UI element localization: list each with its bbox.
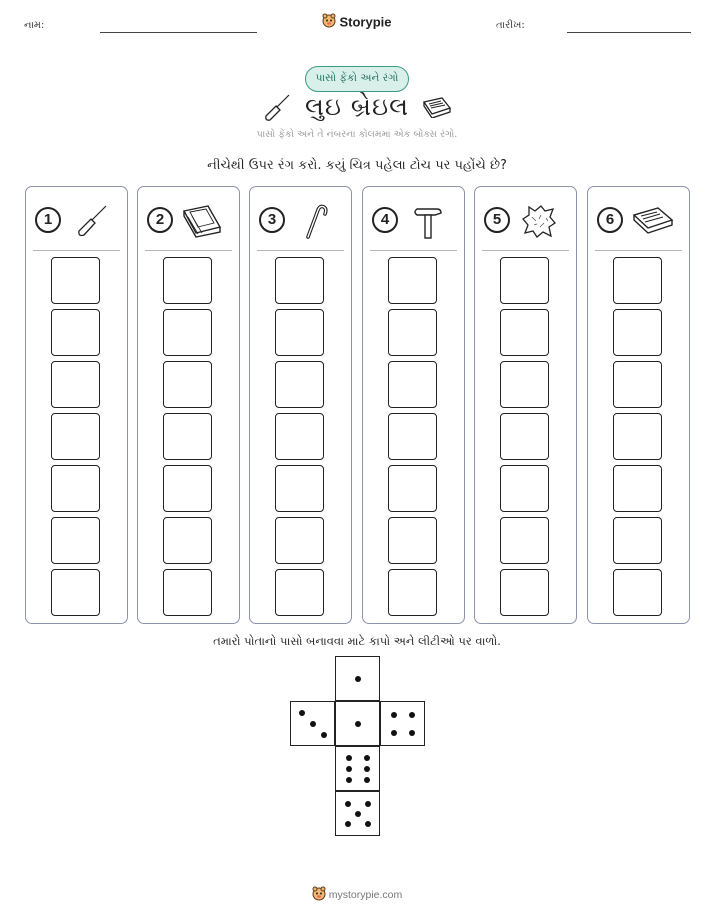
column-header: [588, 199, 689, 239]
color-box[interactable]: [500, 413, 549, 460]
color-box[interactable]: [51, 517, 100, 564]
column-6: [587, 186, 690, 624]
column-divider: [145, 250, 232, 251]
column-divider: [370, 250, 457, 251]
die-pip: [355, 676, 361, 682]
die-face-4: [380, 701, 425, 746]
die-pip: [364, 755, 370, 761]
column-4: [362, 186, 465, 624]
column-5: [474, 186, 577, 624]
column-number: 5: [484, 207, 510, 233]
column-number: 3: [259, 207, 285, 233]
color-box[interactable]: [275, 517, 324, 564]
color-box[interactable]: [500, 517, 549, 564]
die-pip: [355, 721, 361, 727]
color-box[interactable]: [51, 413, 100, 460]
color-box[interactable]: [388, 465, 437, 512]
column-divider: [595, 250, 682, 251]
name-label: નામ:: [24, 20, 45, 31]
color-box[interactable]: [613, 309, 662, 356]
column-number: 4: [372, 207, 398, 233]
color-box[interactable]: [163, 257, 212, 304]
die-face-1: [335, 656, 380, 701]
color-box[interactable]: [388, 517, 437, 564]
column-header: [250, 199, 351, 239]
color-box[interactable]: [388, 413, 437, 460]
die-face-6: [335, 746, 380, 791]
column-number: 2: [147, 207, 173, 233]
color-box[interactable]: [388, 257, 437, 304]
brand-name: Storypie: [339, 14, 392, 30]
color-box[interactable]: [500, 361, 549, 408]
footer: [0, 886, 714, 904]
column-2: [137, 186, 240, 624]
die-pip: [365, 821, 371, 827]
color-box[interactable]: [613, 361, 662, 408]
die-pip: [409, 712, 415, 718]
storypie-mascot-icon: [312, 886, 326, 904]
color-box[interactable]: [51, 257, 100, 304]
column-header: [475, 199, 576, 239]
color-box[interactable]: [275, 569, 324, 616]
column-number: 1: [35, 207, 61, 233]
column-number: 6: [597, 207, 623, 233]
color-box[interactable]: [500, 257, 549, 304]
die-face-3: [290, 701, 335, 746]
color-box[interactable]: [163, 465, 212, 512]
color-box[interactable]: [275, 361, 324, 408]
book-icon: [180, 203, 226, 239]
die-pip: [346, 777, 352, 783]
die-face-center-1: [335, 701, 380, 746]
column-divider: [482, 250, 569, 251]
leather-hide-icon: [517, 203, 563, 239]
die-pip: [391, 712, 397, 718]
die-pip: [310, 721, 316, 727]
column-header: [138, 199, 239, 239]
braille-slate-icon: [420, 96, 452, 122]
storypie-mascot-icon: [322, 13, 336, 31]
cut-instructions: તમારો પોતાનો પાસો બનાવવા માટે કાપો અને લીટીઓ પર વાળો.: [213, 634, 501, 648]
color-box[interactable]: [163, 413, 212, 460]
question: નીચેથી ઉપર રંગ કરો. કયું ચિત્ર પહેલા ટોચ પર પહોંચે છે?: [207, 158, 507, 173]
date-label: તારીખ:: [496, 20, 525, 31]
color-box[interactable]: [613, 569, 662, 616]
color-box[interactable]: [163, 569, 212, 616]
column-3: [249, 186, 352, 624]
color-box[interactable]: [163, 361, 212, 408]
die-pip: [346, 755, 352, 761]
color-box[interactable]: [163, 309, 212, 356]
awl-icon: [68, 203, 114, 239]
die-pip: [346, 766, 352, 772]
die-pip: [391, 730, 397, 736]
date-line: [567, 32, 691, 33]
die-pip: [345, 801, 351, 807]
die-pip: [355, 811, 361, 817]
color-box[interactable]: [613, 413, 662, 460]
color-box[interactable]: [51, 361, 100, 408]
color-box[interactable]: [500, 465, 549, 512]
page-title: લુઇ બ્રેઇલ: [305, 92, 409, 121]
color-box[interactable]: [500, 309, 549, 356]
die-pip: [345, 821, 351, 827]
hammer-icon: [405, 203, 451, 239]
color-box[interactable]: [388, 569, 437, 616]
die-face-5: [335, 791, 380, 836]
die-pip: [299, 710, 305, 716]
die-pip: [365, 801, 371, 807]
brand-logo: [0, 13, 714, 31]
color-box[interactable]: [388, 361, 437, 408]
name-line: [100, 32, 257, 33]
color-box[interactable]: [51, 465, 100, 512]
activity-tag: પાસો ફેંકો અને રંગો: [305, 66, 409, 92]
column-header: [26, 199, 127, 239]
column-header: [363, 199, 464, 239]
die-pip: [364, 766, 370, 772]
color-box[interactable]: [275, 413, 324, 460]
color-box[interactable]: [163, 517, 212, 564]
instructions: પાસો ફેંકો અને તે નંબરના કોલમમાં એક બોક્સ રંગો.: [256, 129, 458, 140]
column-divider: [257, 250, 344, 251]
color-box[interactable]: [275, 465, 324, 512]
color-box[interactable]: [613, 517, 662, 564]
die-pip: [364, 777, 370, 783]
braille-slate-icon: [630, 203, 676, 239]
color-box[interactable]: [613, 257, 662, 304]
color-box[interactable]: [275, 309, 324, 356]
cane-icon: [292, 203, 338, 239]
color-box[interactable]: [51, 309, 100, 356]
color-box[interactable]: [500, 569, 549, 616]
color-box[interactable]: [275, 257, 324, 304]
column-divider: [33, 250, 120, 251]
footer-url[interactable]: mystorypie.com: [328, 889, 403, 901]
color-box[interactable]: [51, 569, 100, 616]
die-pip: [409, 730, 415, 736]
column-1: [25, 186, 128, 624]
die-pip: [321, 732, 327, 738]
color-box[interactable]: [613, 465, 662, 512]
color-box[interactable]: [388, 309, 437, 356]
